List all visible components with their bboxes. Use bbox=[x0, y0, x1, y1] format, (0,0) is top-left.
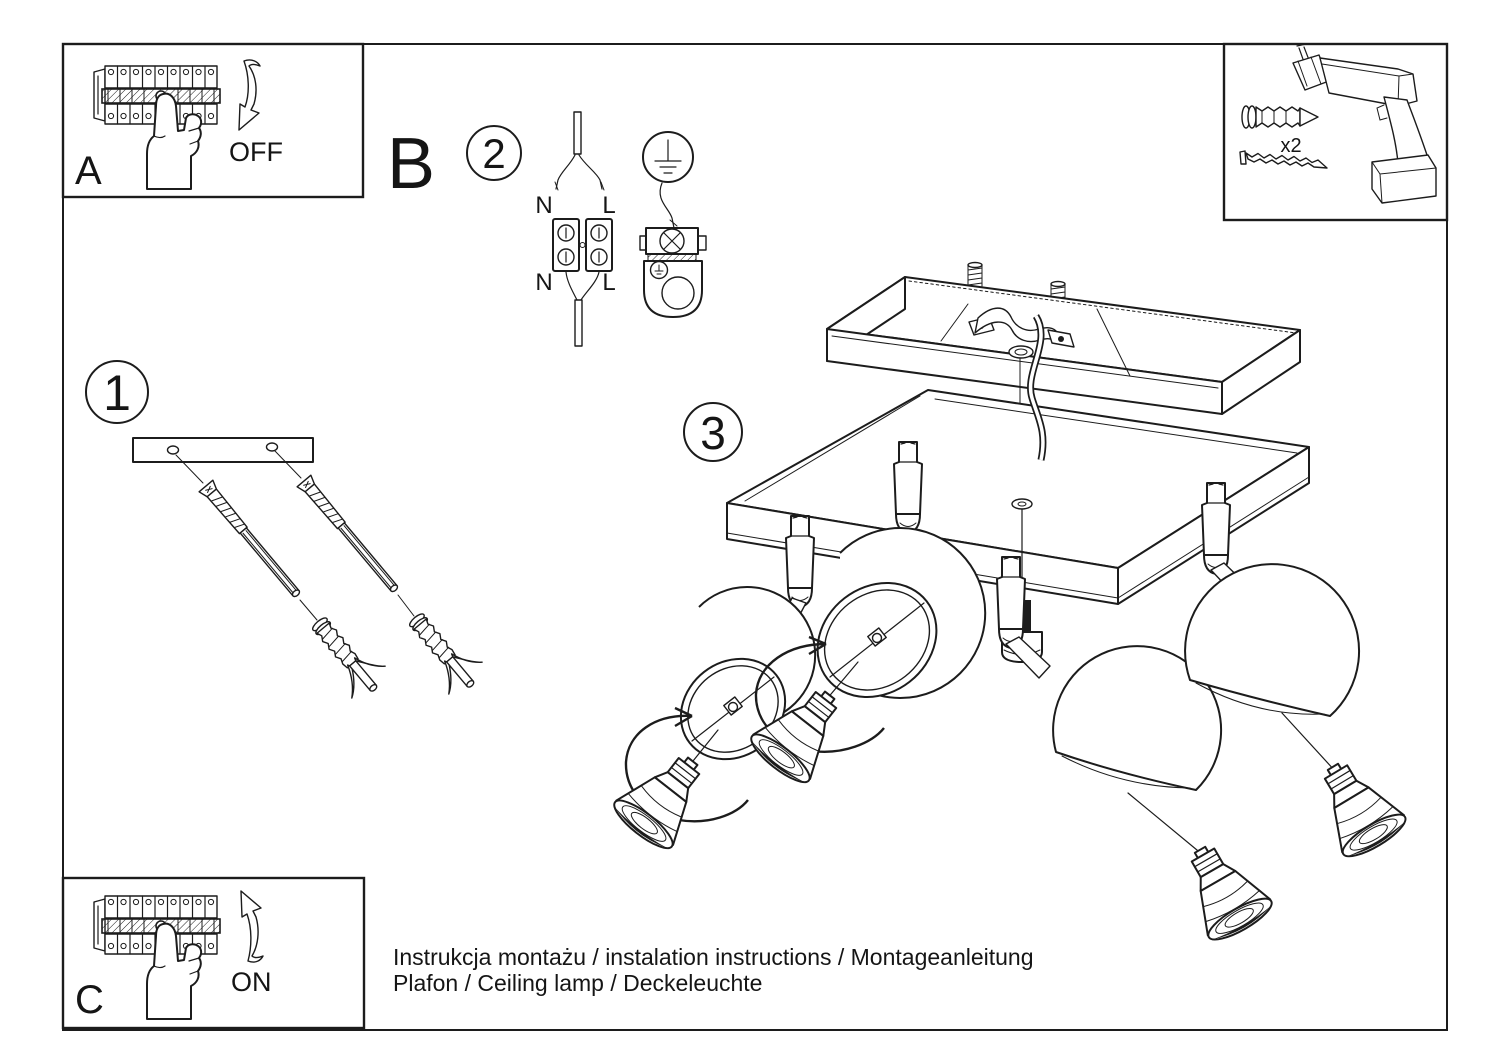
bar-hole bbox=[267, 443, 278, 451]
arrow-on-icon bbox=[241, 891, 263, 962]
section-a-label: A bbox=[75, 149, 102, 193]
section-a bbox=[63, 44, 363, 197]
hardware-qty-label: x2 bbox=[1280, 135, 1302, 157]
spot-holder bbox=[894, 442, 922, 533]
screw-icon bbox=[199, 480, 304, 601]
ball-shade-rotated bbox=[795, 528, 985, 721]
section-b bbox=[387, 112, 706, 346]
screw-icon bbox=[297, 475, 402, 596]
label-n-bottom: N bbox=[535, 269, 553, 296]
ground-connector bbox=[640, 183, 706, 317]
wall-plug-icon bbox=[300, 607, 392, 705]
footer bbox=[393, 944, 1034, 996]
spot-holder bbox=[1202, 483, 1230, 574]
drill-icon bbox=[1293, 44, 1436, 203]
bar-hole bbox=[168, 446, 179, 454]
arrow-off-icon bbox=[239, 60, 260, 130]
step-1-number: 1 bbox=[103, 365, 131, 421]
section-c bbox=[63, 878, 364, 1028]
label-l-bottom: L bbox=[602, 269, 616, 296]
footer-line2: Plafon / Ceiling lamp / Deckeleuchte bbox=[393, 970, 763, 996]
mounting-bar bbox=[133, 438, 313, 462]
section-b-label: B bbox=[387, 124, 436, 204]
hardware-box bbox=[1224, 44, 1447, 220]
step-2-number: 2 bbox=[482, 130, 506, 177]
gu10-bulb bbox=[1169, 832, 1277, 947]
label-l-top: L bbox=[602, 192, 616, 219]
step-3 bbox=[608, 263, 1410, 947]
cable-bottom bbox=[566, 272, 599, 346]
wall-plug-icon bbox=[397, 603, 489, 701]
cable-top bbox=[555, 112, 604, 190]
gu10-bulb bbox=[1302, 748, 1411, 863]
step-1 bbox=[86, 361, 490, 705]
spot-holder bbox=[786, 516, 814, 607]
terminal-block bbox=[553, 219, 612, 271]
threaded-stud-icon bbox=[968, 263, 982, 287]
section-c-label: C bbox=[75, 978, 104, 1022]
step-3-number: 3 bbox=[700, 407, 726, 459]
label-n-top: N bbox=[535, 192, 553, 219]
section-c-state: ON bbox=[231, 967, 272, 997]
footer-line1: Instrukcja montażu / instalation instructions / Montageanleitung bbox=[393, 944, 1034, 970]
wall-plug-icon bbox=[1242, 106, 1318, 128]
gu10-bulb bbox=[608, 739, 721, 855]
section-a-state: OFF bbox=[229, 137, 283, 167]
ceiling-bracket-bar bbox=[827, 263, 1300, 415]
spot-holder bbox=[997, 557, 1025, 648]
earth-symbol-icon bbox=[643, 132, 693, 182]
